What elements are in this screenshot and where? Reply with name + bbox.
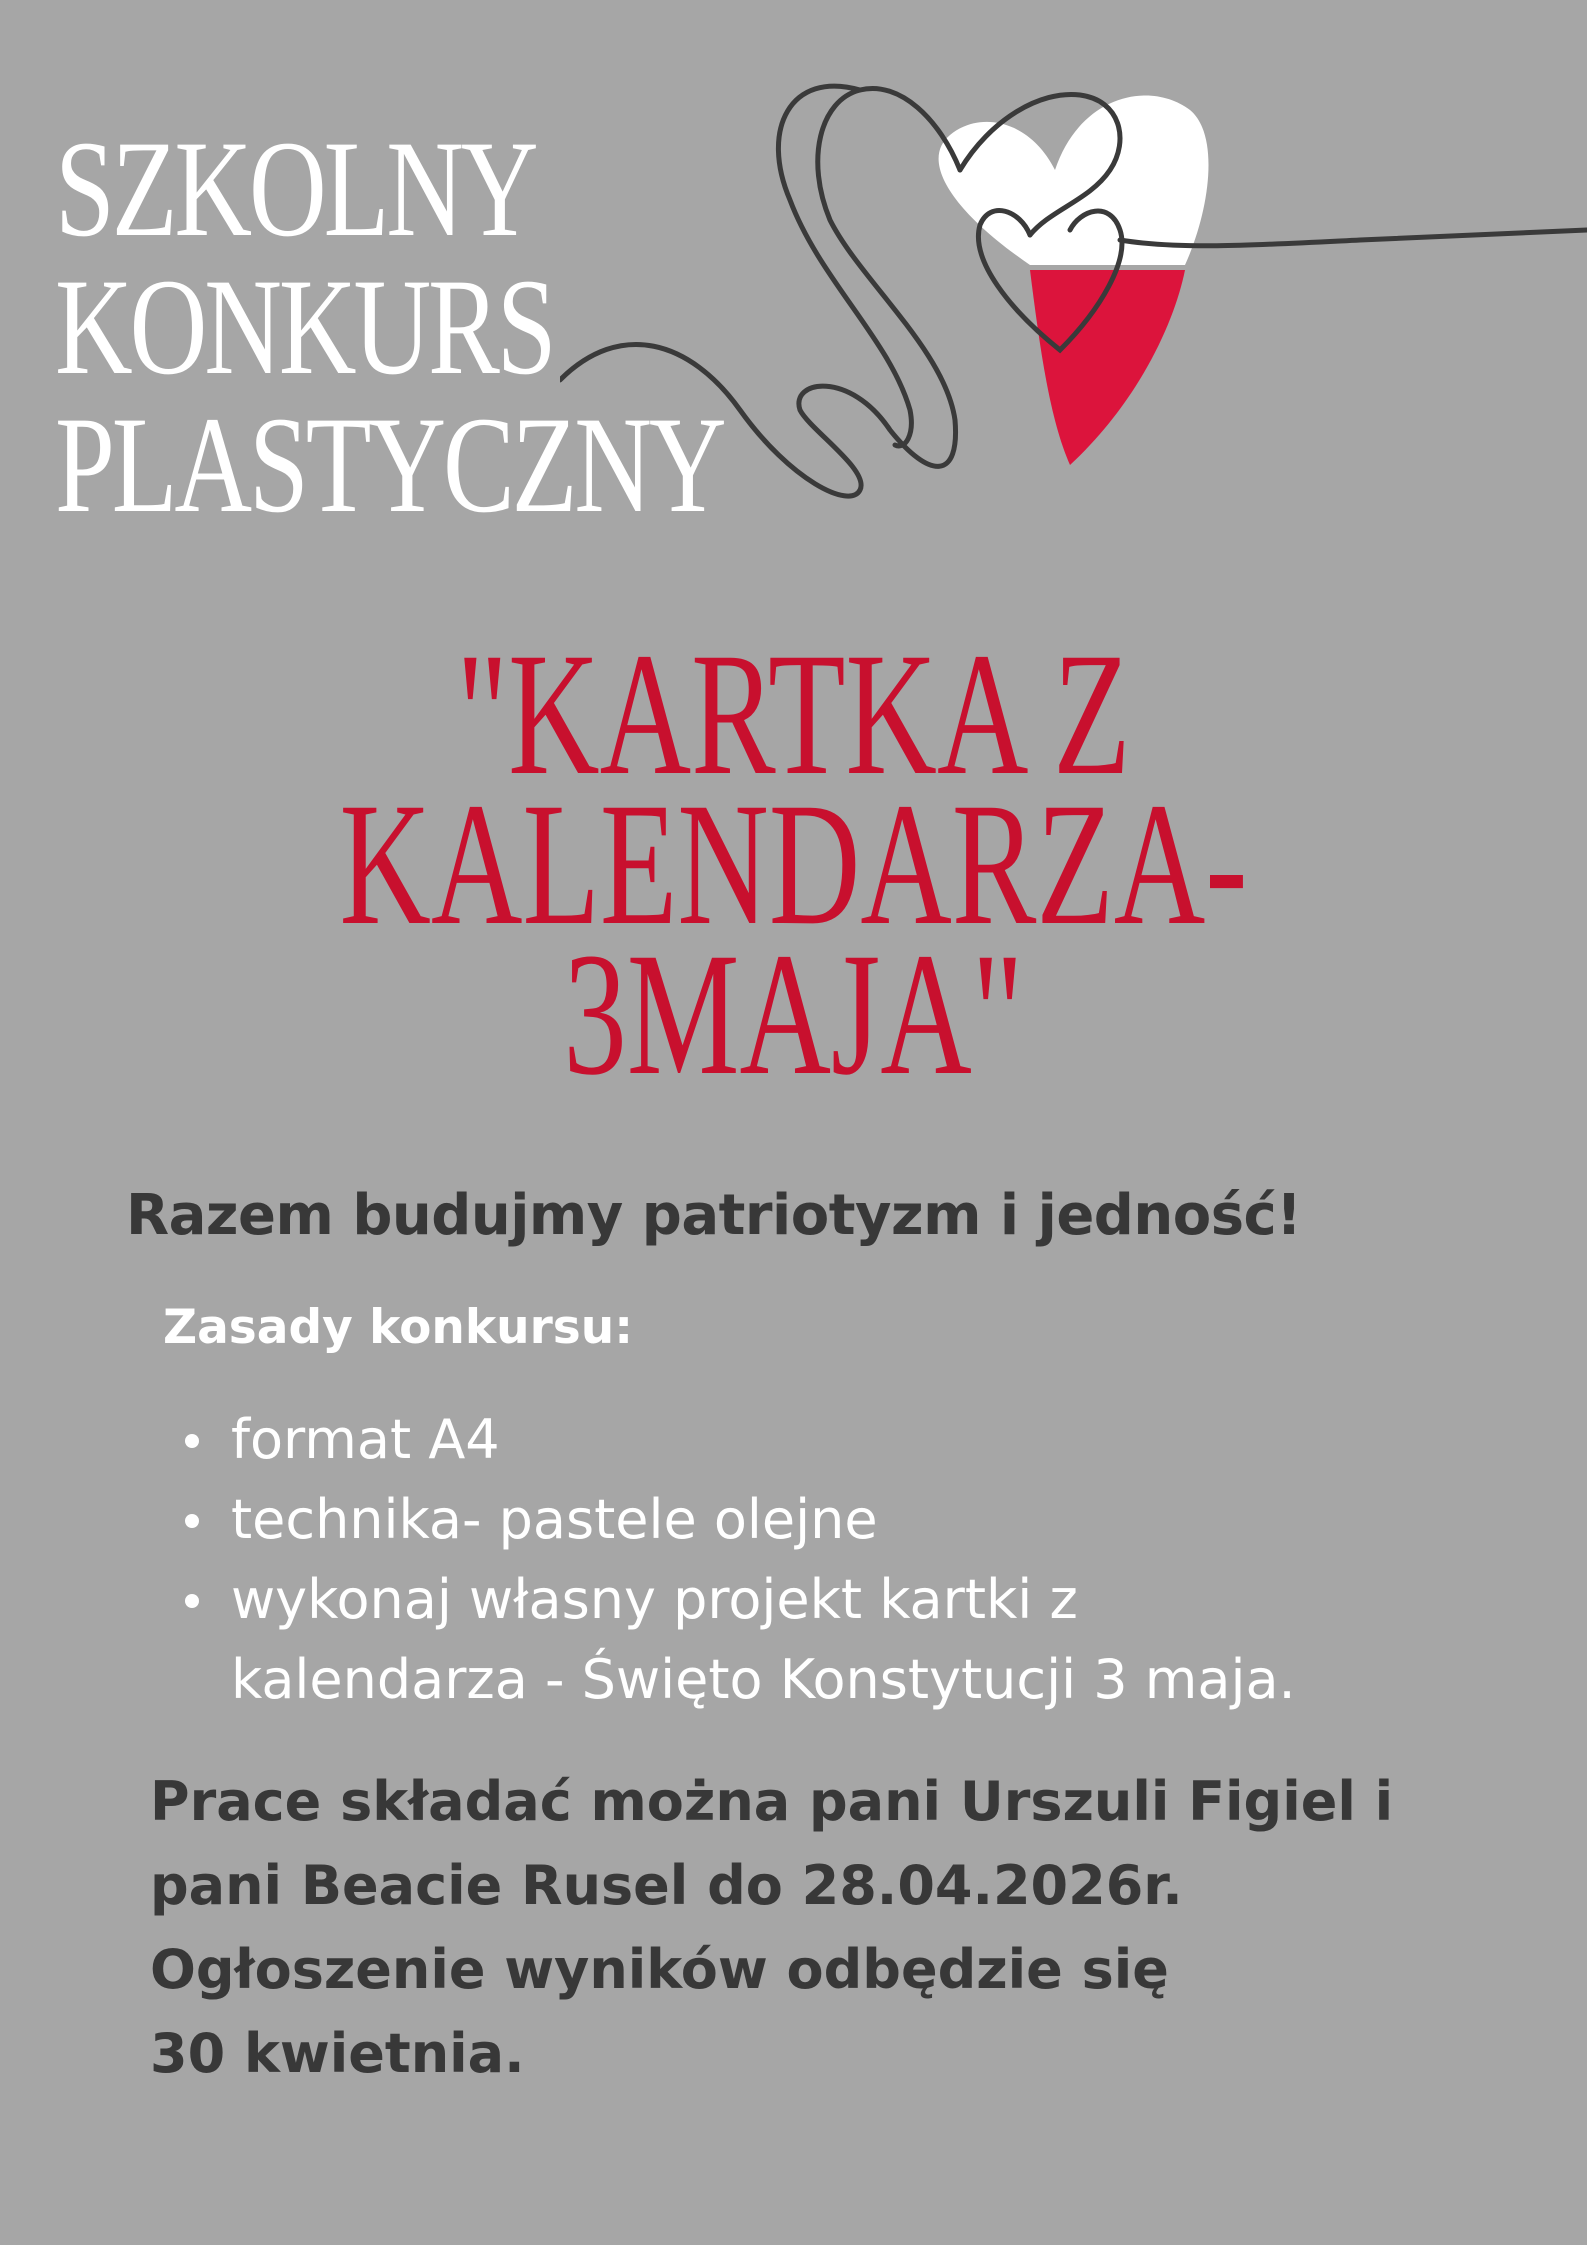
title-line: KALENDARZA- <box>339 767 1248 962</box>
heading-line: SZKOLNY <box>55 112 536 265</box>
title-line: 3MAJA" <box>563 917 1024 1112</box>
slogan: Razem budujmy patriotyzm i jedność! <box>126 1183 1302 1248</box>
rule-text: format A4 <box>231 1408 500 1471</box>
rules-list <box>160 1400 1460 1720</box>
rule-item <box>160 1480 1460 1560</box>
heart-polish-flag-icon <box>560 50 1587 590</box>
heading-line: PLASTYCZNY <box>55 388 724 541</box>
rule-text: wykonaj własny projekt kartki z <box>231 1568 1078 1631</box>
submission-info <box>150 1760 1500 2096</box>
heading-line: KONKURS <box>55 250 554 403</box>
rule-item <box>160 1560 1460 1720</box>
bullet-icon <box>185 1594 199 1608</box>
info-line: Prace składać można pani Urszuli Figiel i <box>150 1770 1394 1833</box>
bullet-icon <box>185 1514 199 1528</box>
title-line: "KARTKA Z <box>456 617 1131 812</box>
rule-text-continued: kalendarza - Święto Konstytucji 3 maja. <box>231 1648 1296 1711</box>
heart-red-half <box>1030 270 1185 465</box>
rules-heading: Zasady konkursu: <box>163 1300 633 1355</box>
heart-outline-stroke <box>560 88 960 496</box>
rule-text: technika- pastele olejne <box>231 1488 878 1551</box>
bullet-icon <box>185 1434 199 1448</box>
rule-item <box>160 1400 1460 1480</box>
info-line: pani Beacie Rusel do 28.04.2026r. <box>150 1854 1183 1917</box>
info-line: Ogłoszenie wyników odbędzie się <box>150 1938 1169 2001</box>
contest-title <box>0 617 1587 1112</box>
info-line: 30 kwietnia. <box>150 2022 525 2085</box>
